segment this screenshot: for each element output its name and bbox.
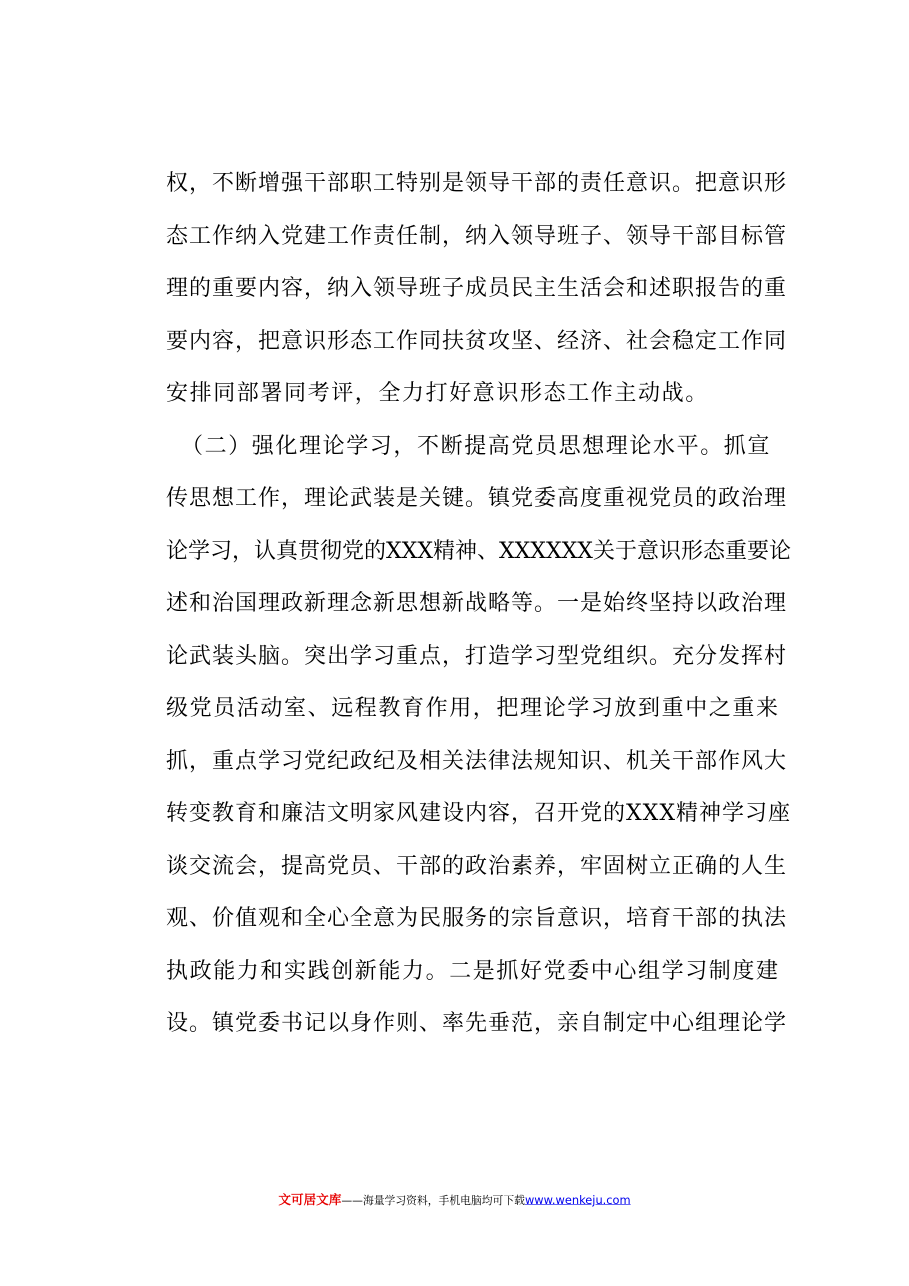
- footer-site-link[interactable]: www.wenkeju.com: [524, 1193, 631, 1207]
- text-line: 抓，重点学习党纪政纪及相关法律法规知识、机关干部作风大: [166, 748, 788, 774]
- text-line: 设。镇党委书记以身作则、率先垂范，亲自制定中心组理论学: [166, 1011, 788, 1036]
- footer-slogan: ——海量学习资料，手机电脑均可下载: [341, 1194, 525, 1207]
- text-line: 理的重要内容，纳入领导班子成员民主生活会和述职报告的重: [166, 276, 788, 301]
- text-line: 传思想工作，理论武装是关键。镇党委高度重视党员的政治理: [166, 486, 788, 511]
- document-body: [166, 158, 791, 1051]
- section-heading-line: （二）强化理论学习，不断提高党员思想理论水平。抓宣: [181, 433, 772, 459]
- text-line: 态工作纳入党建工作责任制，纳入领导班子、领导干部目标管: [166, 223, 788, 249]
- text-line: 论学习，认真贯彻党的XXX精神、XXXXXX关于意识形态重要论: [166, 538, 791, 564]
- text-line: 执政能力和实践创新能力。二是抓好党委中心组学习制度建: [166, 958, 780, 984]
- text-line: 转变教育和廉洁文明家风建设内容，召开党的XXX精神学习座: [166, 801, 791, 826]
- text-line: 观、价值观和全心全意为民服务的宗旨意识，培育干部的执法: [166, 906, 788, 931]
- text-line: 级党员活动室、远程教育作用，把理论学习放到重中之重来: [166, 696, 780, 721]
- text-line: 权，不断增强干部职工特别是领导干部的责任意识。把意识形: [166, 171, 788, 196]
- footer-brand: 文可居文库: [278, 1192, 342, 1207]
- text-line: 要内容，把意识形态工作同扶贫攻坚、经济、社会稳定工作同: [166, 328, 788, 354]
- text-line: 论武装头脑。突出学习重点，打造学习型党组织。充分发挥村: [166, 643, 788, 669]
- text-line: 述和治国理政新理念新思想新战略等。一是始终坚持以政治理: [166, 591, 788, 616]
- text-line: 安排同部署同考评，全力打好意识形态工作主动战。: [166, 381, 709, 406]
- text-line: 谈交流会，提高党员、干部的政治素养，牢固树立正确的人生: [166, 853, 788, 879]
- page-footer: [182, 1190, 727, 1208]
